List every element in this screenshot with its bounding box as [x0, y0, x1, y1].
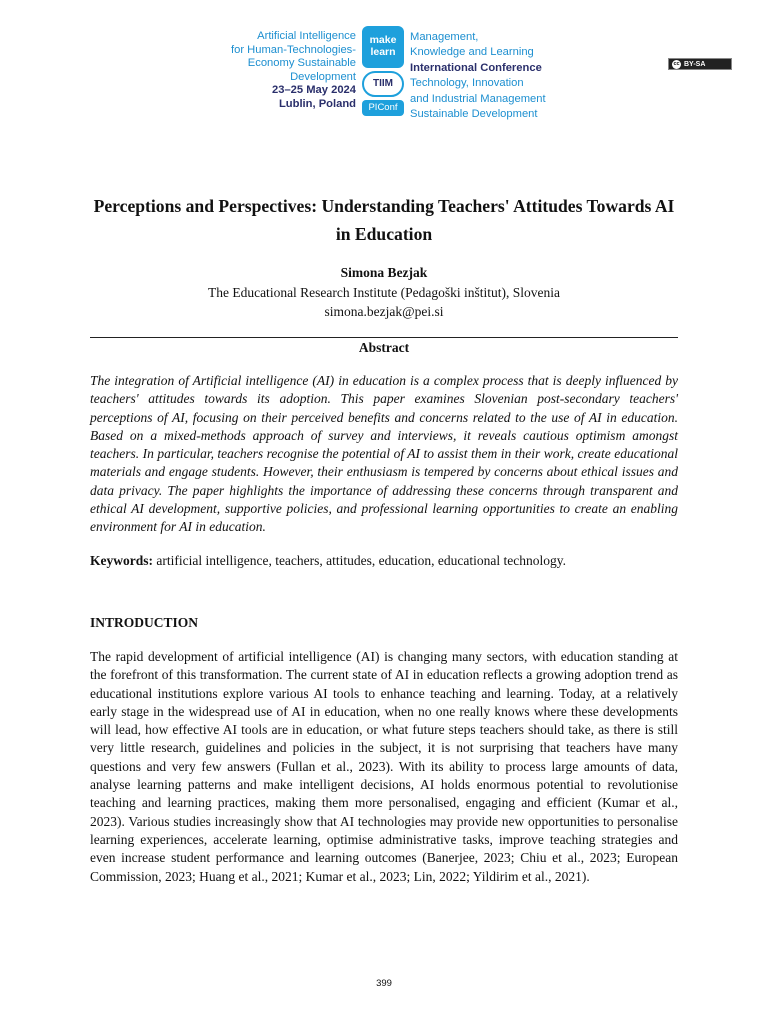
conference-location: Lublin, Poland [278, 97, 356, 110]
right-line-5: and Industrial Management [410, 92, 546, 105]
paper-title: Perceptions and Perspectives: Understanding Teachers' Attitudes Towards AI in Education [93, 196, 675, 244]
left-line-3: Economy Sustainable [247, 57, 356, 70]
logo-make-text: make [369, 34, 397, 46]
tiim-logo: TIIM [362, 71, 404, 97]
introduction-paragraph: The rapid development of artificial intelligence (AI) is changing many sectors, with education standing at the forefront of this transformation. The current state of AI in education reflects a growing adoption trend as educational institutions explore various AI tools to enhance teaching and learning. Today, at a relatively early stage in the widespread use of AI in education, when no one really knows where these developments will lead, how effective AI tools are in education, or what future steps teachers should take, as there is still very little research, guidelines and policies in the subject, it is not surprising that teachers have many questions and very few answers (Fullan et al., 2023). With its ability to process large amounts of data, analyse learning patterns and make intelligent decisions, AI holds enormous potential to revolutionise teaching and learning practices, making them more personalised, engaging and efficient (Kumar et al., 2023). Various studies increasingly show that AI technologies may provide new opportunities to personalise learning experiences, accelerate learning, optimise administrative tasks, improve teaching strategies and even increase student performance and learning outcomes (Banerjee, 2023; Chiu et al., 2023; European Commission, 2023; Huang et al., 2021; Kumar et al., 2023; Lin, 2022; Yildirim et al., 2021). [90, 649, 678, 884]
right-line-6: Sustainable Development [410, 108, 538, 121]
right-line-1: Management, [410, 31, 479, 43]
abstract-text: The integration of Artificial intelligence (AI) in education is a complex process that is deeply influenced by teachers' attitudes towards its adoption. This paper examines Slovenian post-secondary teachers' perceptions of AI, focusing on their perceived benefits and concerns related to the use of AI in education. Based on a mixed-methods approach of survey and interviews, it reveals cautious optimism amongst teachers. In particular, teachers recognise the potential of AI to assist them in their work, create educational materials and engage students. However, their enthusiasm is tempered by concerns about ethical issues and data privacy. The paper highlights the importance of addressing these concerns through transparent and ethical AI development, supportive policies, and professional learning opportunities to create an enabling environment for AI in education. [90, 373, 678, 535]
page-number: 399 [376, 978, 392, 989]
section-heading-introduction: INTRODUCTION [90, 615, 199, 630]
abstract-divider [90, 337, 678, 338]
conference-right-text [410, 30, 546, 122]
left-line-1: Artificial Intelligence [257, 30, 356, 42]
author-name: Simona Bezjak [340, 265, 428, 280]
keywords-text: artificial intelligence, teachers, attitudes, education, educational technology. [156, 553, 566, 568]
right-line-3: International Conference [410, 61, 542, 74]
abstract-heading: Abstract [358, 340, 410, 355]
make-learn-logo [362, 26, 404, 68]
piconf-logo: PIConf [362, 100, 404, 116]
left-line-2: for Human-Technologies- [231, 43, 356, 56]
keywords-label: Keywords: [90, 553, 153, 568]
creative-commons-icon: cc [673, 60, 680, 67]
cc-license-badge[interactable] [668, 58, 732, 70]
conference-left-text [231, 30, 356, 112]
right-line-2: Knowledge and Learning [410, 46, 534, 59]
license-label: BY-SA [684, 61, 706, 68]
right-line-4: Technology, Innovation [410, 77, 524, 90]
keywords [90, 552, 678, 570]
author-email[interactable]: simona.bezjak@pei.si [324, 304, 444, 319]
conference-banner [0, 24, 768, 120]
logo-learn-text: learn [370, 46, 396, 58]
author-affiliation: The Educational Research Institute (Pedagoški inštitut), Slovenia [207, 285, 561, 300]
left-line-4: Development [290, 70, 356, 83]
conference-dates: 23–25 May 2024 [272, 84, 356, 97]
conference-logo [362, 26, 404, 116]
